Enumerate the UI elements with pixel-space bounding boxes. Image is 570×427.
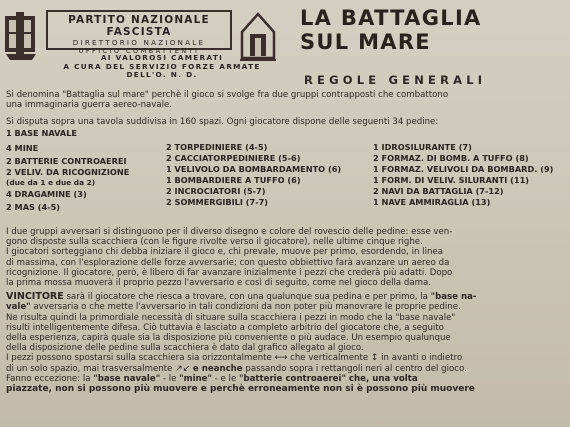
vincitore-heading: VINCITORE	[6, 291, 64, 303]
rules-text: in avanti o indietro	[381, 353, 463, 364]
rules-movement-line-2	[6, 364, 570, 374]
dedication-line-2: A CURA DEL SERVIZIO FORZE ARMATE DELL'O. N. D.	[63, 61, 261, 79]
rules-text: Fanno eccezione: la	[6, 373, 94, 384]
rules-line	[6, 302, 570, 312]
piece-item: 2 CACCIATORPEDINIERE (5-6)	[166, 152, 301, 163]
rules-movement-line	[6, 353, 570, 363]
rules-text: - e le	[211, 373, 239, 384]
piece-item: 1 FORMAZ. VELIVOLI DA BOMBARD. (9)	[373, 163, 554, 174]
rules-emphasis: e neanche	[192, 363, 243, 374]
batterie-term: "batterie controaerei"	[238, 373, 346, 384]
fascist-emblem-left-icon	[2, 10, 44, 64]
diagonal-arrow-icon: ↗↙	[175, 363, 191, 374]
rules-line: di massima, con l'esplorazione delle forze avversarie; con questo obbiettivo farà avanzare un aereo da	[6, 257, 450, 268]
base-navale-term: "base navale"	[93, 373, 161, 384]
rules-winner-line	[6, 292, 570, 302]
base-navale-term: "base na-	[430, 292, 477, 303]
rules-line: della esperienza, capirà quale sia la disposizione più conveniente o più audace. Un esempio qualunque	[6, 333, 451, 344]
rules-line: la prima mossa muoverà il proprio pezzo l'avversario e così di seguito, come nel gioco della dama.	[6, 278, 432, 289]
org-subtitle-1: DIRETTORIO NAZIONALE	[72, 38, 206, 47]
mine-term: "mine"	[179, 373, 212, 384]
org-subtitle-2: UFFICIO COMBATTENTI	[78, 47, 200, 55]
org-name: PARTITO NAZIONALE FASCISTA	[68, 14, 210, 38]
intro-line-2: una immaginaria guerra aereo-navale.	[6, 100, 173, 110]
base-navale-term: vale"	[6, 302, 31, 313]
rules-bottom-line: piazzate, non si possono più muovere e perchè erroneamente non si è possono più muovere	[6, 384, 475, 395]
title-line-2: SUL MARE	[300, 30, 431, 54]
piece-item: 2 FORMAZ. DI BOMB. A TUFFO (8)	[373, 152, 529, 163]
piece-item: 1 NAVE AMMIRAGLIA (13)	[373, 196, 491, 207]
vertical-arrow-icon: ↕	[370, 353, 379, 364]
rules-line: Ne risulta quindi la primordiale necessità di situare sulla scacchiera i pezzi in modo che la "base navale"	[6, 312, 456, 323]
piece-item: 2 INCROCIATORI (5-7)	[166, 185, 266, 196]
piece-item-note: (due da 1 e due da 2)	[6, 177, 96, 187]
piece-item: 2 MAS (4-5)	[6, 201, 61, 212]
rules-text: I pezzi possono spostarsi sulla scacchiera sia orizzontalmente	[6, 353, 272, 364]
rules-line: della disposizione delle pedine sulla scacchiera è dato dal grafico allegato al gioco.	[6, 343, 364, 354]
dedication	[44, 54, 280, 80]
piece-item: 2 SOMMERGIBILI (7-7)	[166, 196, 269, 207]
rules-exceptions-line	[6, 374, 570, 384]
intro-line-1: Si denomina "Battaglia sul mare" perchè il gioco si svolge fra due gruppi contrapposti che combattono	[6, 90, 449, 100]
rules-line: I due gruppi avversari si distinguono per il diverso disegno e colore del rovescio delle pedine: esse ven-	[6, 227, 453, 237]
rules-body	[6, 227, 570, 394]
intro-line-3: Si disputa sopra una tavola suddivisa in 160 spazi. Ogni giocatore dispone delle seguenti 34 pedine:	[6, 117, 439, 127]
piece-item: 1 BOMBARDIERE A TUFFO (6)	[166, 174, 301, 185]
piece-item: 2 VELIV. DA RICOGNIZIONE	[6, 166, 130, 177]
title-line-1: LA BATTAGLIA	[300, 6, 482, 30]
piece-item: 1 BASE NAVALE	[6, 128, 78, 138]
rules-text: sarà il giocatore che riesca a trovare, con una qualunque sua pedina e per primo, la	[63, 292, 431, 303]
page-title	[300, 6, 570, 54]
rules-text: avversaria o che mette l'avversario in tali condizioni da non poter più manovrare le proprie pedine.	[30, 302, 461, 313]
rules-text: che verticalmente	[290, 353, 369, 364]
pieces-column-1	[6, 128, 129, 212]
piece-item: 4 DRAGAMINE (3)	[6, 188, 87, 199]
organisation-box	[46, 10, 232, 55]
horizontal-arrow-icon: ⟷	[274, 353, 288, 364]
piece-item: 2 NAVI DA BATTAGLIA (7-12)	[373, 185, 504, 196]
rules-line: risulti intelligentemente difesa. Ciò tuttavia è lasciato a completo arbitrio del giocatore che, a seguito	[6, 322, 444, 333]
piece-item: 2 BATTERIE CONTROAEREI	[6, 155, 127, 166]
rules-text: - le	[160, 373, 180, 384]
pieces-column-2	[166, 142, 341, 207]
rules-line: ricognizione. Il giocatore, però, è libero di far avanzare inizialmente i pezzi che crederà più adatti. Dopo	[6, 267, 453, 278]
rules-text: passando sopra i rettangoli neri al centro del gioco.	[242, 363, 467, 374]
piece-item: 1 IDROSILURANTE (7)	[373, 142, 472, 152]
piece-item: 2 TORPEDINIERE (4-5)	[166, 142, 268, 152]
piece-item: 4 MINE	[6, 142, 39, 153]
dedication-line-1: AI VALOROSI CAMERATI	[100, 53, 224, 62]
rules-text: di un solo spazio, mai trasversalmente	[6, 363, 173, 374]
subtitle: REGOLE GENERALI	[304, 73, 487, 87]
rules-line: gono disposte sulla scacchiera (con le figure rivolte verso il giocatore), nelle ultime cinque righe.	[6, 237, 423, 248]
piece-item: 1 VELIVOLO DA BOMBARDAMENTO (6)	[166, 163, 342, 174]
rules-line: I giocatori sorteggiano chi debba iniziare il gioco e, chi prevale, muove per primo, esordendo, in linea	[6, 247, 443, 258]
pieces-column-3	[373, 142, 553, 207]
piece-item: 1 FORM. DI VELIV. SILURANTI (11)	[373, 174, 530, 185]
rules-text: che, una volta	[345, 373, 418, 384]
